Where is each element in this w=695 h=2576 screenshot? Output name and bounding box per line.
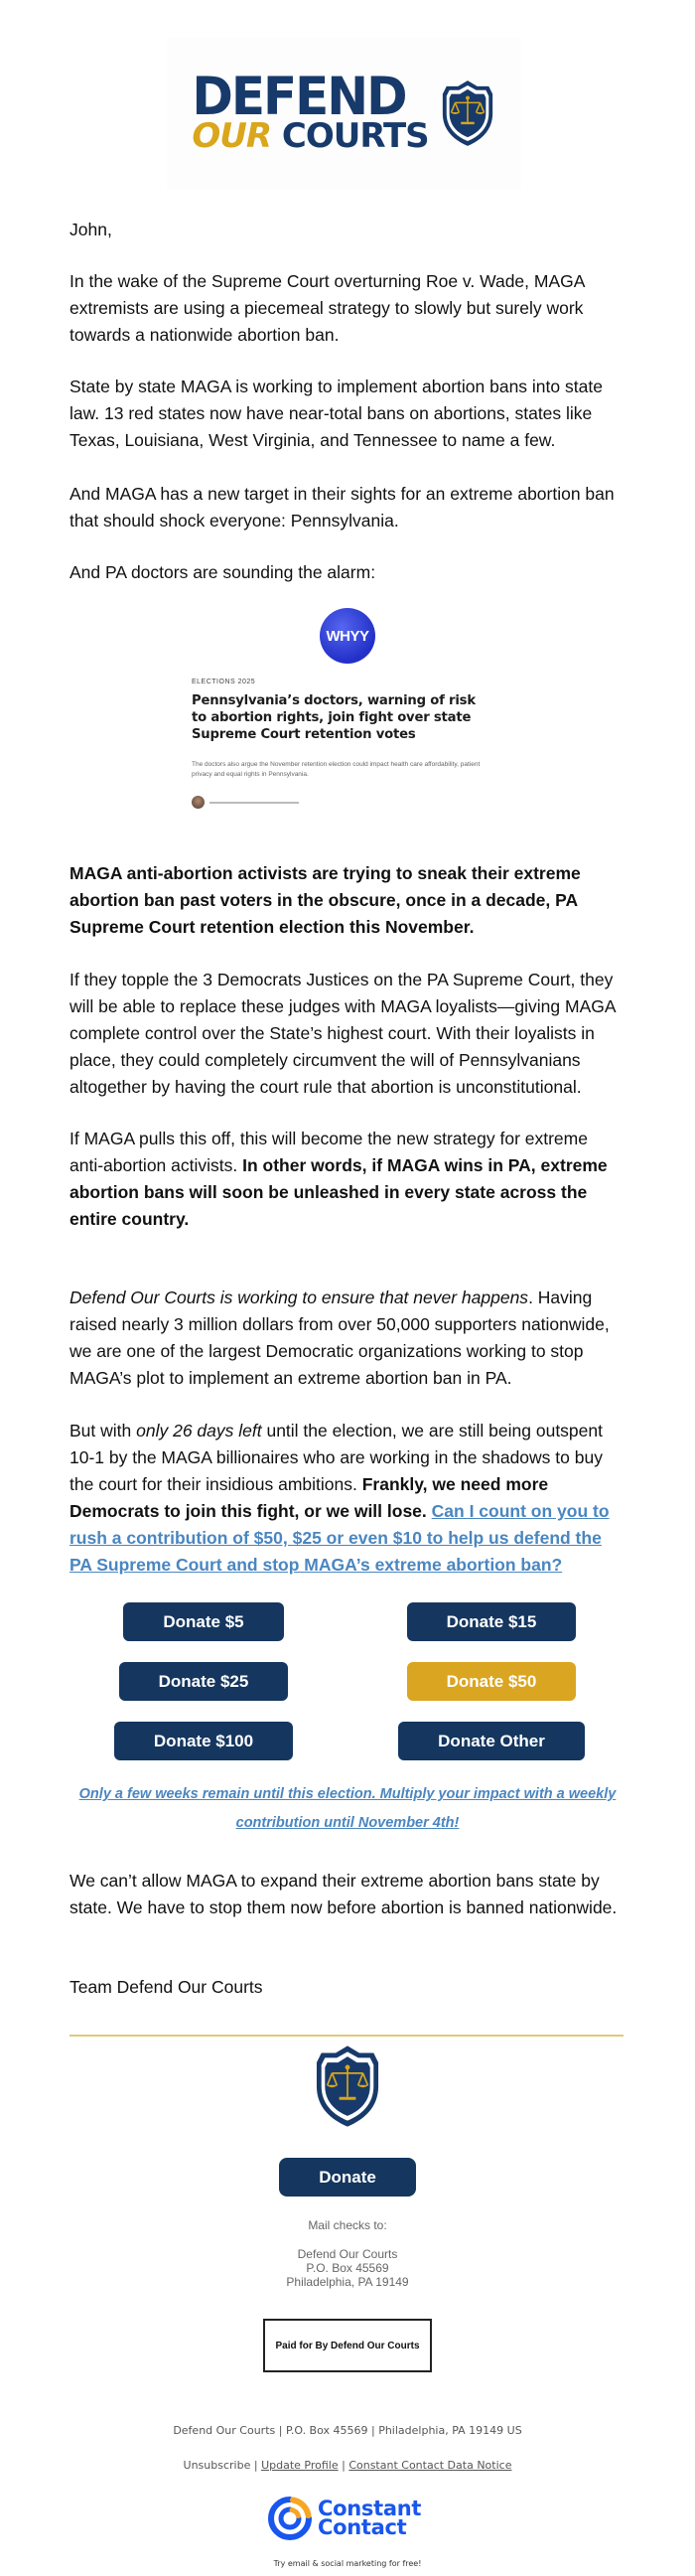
cc-logo-line-1: Constant [318, 2497, 422, 2520]
article-dek: The doctors also argue the November retention election could impact health care affordability, patient privacy and equal rights in Pennsylvania. [192, 761, 481, 778]
donate-25-button[interactable]: Donate $25 [119, 1662, 288, 1701]
update-profile-link[interactable]: Update Profile [261, 2459, 339, 2472]
logo-courts: COURTS [281, 116, 429, 157]
paragraph-10: We can’t allow MAGA to expand their extreme abortion bans state by state. We have to stop them now before abortion is banned nationwide. [70, 1871, 618, 1917]
byline-placeholder [209, 802, 299, 804]
paragraph-9 [70, 1418, 626, 1579]
cc-tagline[interactable]: Try email & social marketing for free! [273, 2559, 422, 2568]
paragraph-3: And MAGA has a new target in their sights for an extreme abortion ban that should shock everyone: Pennsylvania. [70, 484, 615, 530]
footer-org-address: Defend Our Courts | P.O. Box 45569 | Philadelphia, PA 19149 US [173, 2424, 522, 2437]
mail-address-line-3: Philadelphia, PA 19149 [286, 2275, 409, 2289]
footer-shield-icon [312, 2044, 383, 2129]
article-byline [192, 796, 299, 809]
paragraph-8 [70, 1285, 626, 1392]
constant-contact-icon [267, 2496, 313, 2541]
donate-other-button[interactable]: Donate Other [398, 1722, 585, 1760]
unsubscribe-link[interactable]: Unsubscribe [183, 2459, 251, 2472]
article-kicker: ELECTIONS 2025 [192, 679, 256, 685]
logo-our: OUR [192, 116, 272, 157]
shield-scales-icon [439, 78, 496, 148]
footer-links [99, 2459, 596, 2472]
donate-50-button[interactable]: Donate $50 [407, 1662, 576, 1701]
article-title: Pennsylvania’s doctors, warning of risk to abortion rights, join fight over state Supreme Court retention votes [192, 693, 476, 742]
data-notice-link[interactable]: Constant Contact Data Notice [348, 2459, 512, 2472]
paragraph-8-italic: Defend Our Courts is working to ensure that never happens [70, 1288, 529, 1307]
separator: | [338, 2459, 349, 2472]
separator: | [250, 2459, 262, 2472]
donate-100-button[interactable]: Donate $100 [114, 1722, 293, 1760]
article-preview-image[interactable] [182, 601, 499, 810]
header-logo [167, 38, 521, 189]
constant-contact-logo[interactable] [267, 2496, 421, 2541]
cc-logo-line-2: Contact [318, 2515, 407, 2539]
footer-divider [70, 2035, 624, 2037]
contribution-link[interactable]: Can I count on you to rush a contribution of $50, $25 or even $10 to help us defend the PA Supreme Court and stop MAGA’s extreme abortion ban? [70, 1501, 610, 1575]
donate-5-button[interactable]: Donate $5 [123, 1602, 284, 1641]
mail-address-line-1: Defend Our Courts [297, 2247, 398, 2261]
paragraph-7-plain: If MAGA pulls this off, this will become the new strategy for extreme anti-abortion activists. [70, 1129, 588, 1175]
paragraph-9-italic: only 26 days left [136, 1421, 262, 1440]
paragraph-7 [70, 1126, 626, 1233]
paragraph-2: State by state MAGA is working to implement abortion bans into state law. 13 red states now have near-total bans on abortions, states like Texas, Louisiana, West Virginia, and Tennessee to name a few. [70, 377, 603, 450]
donate-15-button[interactable]: Donate $15 [407, 1602, 576, 1641]
mail-checks-label: Mail checks to: [308, 2218, 387, 2232]
author-avatar [192, 796, 205, 809]
logo-wordmark [192, 66, 429, 157]
signoff: Team Defend Our Courts [70, 1977, 263, 1997]
greeting: John, [70, 220, 112, 239]
paragraph-7-bold: In other words, if MAGA wins in PA, extreme abortion bans will soon be unleashed in every state across the entire country. [70, 1155, 608, 1229]
mail-address-line-2: P.O. Box 45569 [306, 2261, 389, 2275]
paragraph-9-b: until the election, we are still being outspent 10-1 by the MAGA billionaires who are working in the shadows to buy the court for their insidious ambitions. [70, 1421, 603, 1494]
paragraph-9-a: But with [70, 1421, 137, 1440]
paragraph-9-bold: Frankly, we need more Democrats to join this fight, or we will lose. [70, 1474, 549, 1521]
paragraph-1: In the wake of the Supreme Court overturning Roe v. Wade, MAGA extremists are using a piecemeal strategy to slowly but surely work towards a nationwide abortion ban. [70, 271, 585, 345]
paragraph-8-rest: . Having raised nearly 3 million dollars from over 50,000 supporters nationwide, we are one of the largest Democratic organizations working to stop MAGA’s plot to implement an extreme abortion ban in PA. [70, 1288, 610, 1388]
paragraph-6: If they topple the 3 Democrats Justices on the PA Supreme Court, they will be able to replace these judges with MAGA loyalists—giving MAGA complete control over the State’s highest court. With their loyalists in place, they could completely circumvent the will of Pennsylvanians altogether by having the court rule that abortion is unconstitutional. [70, 970, 616, 1097]
footer-donate-button[interactable]: Donate [279, 2158, 416, 2197]
paid-for-disclaimer: Paid for By Defend Our Courts [263, 2319, 432, 2372]
weekly-contribution-link[interactable]: Only a few weeks remain until this election. Multiply your impact with a weekly contribution until November 4th! [78, 1786, 617, 1831]
paragraph-bold-warning: MAGA anti-abortion activists are trying to sneak their extreme abortion ban past voters in the obscure, once in a decade, PA Supreme Court retention election this November. [70, 863, 581, 937]
logo-defend: DEFEND [192, 66, 406, 127]
paragraph-4: And PA doctors are sounding the alarm: [70, 562, 376, 582]
whyy-logo: WHYY [320, 608, 375, 664]
